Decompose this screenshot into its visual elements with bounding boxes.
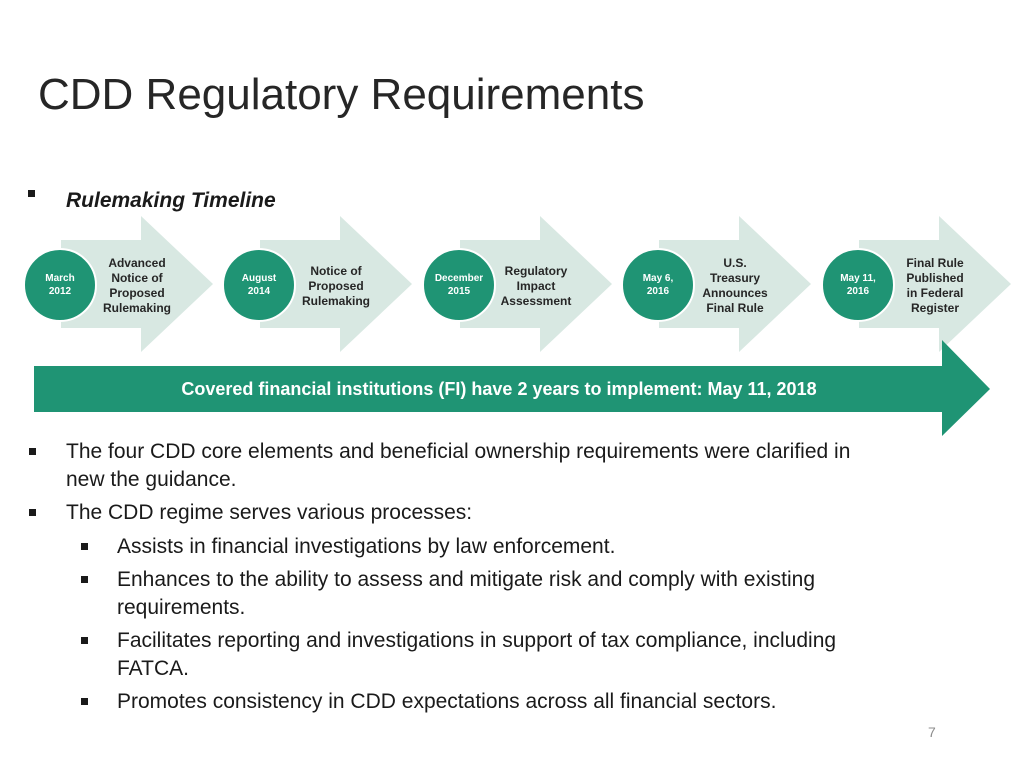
- sub-list-item: [117, 688, 907, 716]
- timeline-bullet: [28, 190, 35, 197]
- step-event: U.S. Treasury Announces Final Rule: [702, 256, 768, 315]
- list-item-text: Facilitates reporting and investigations in support of tax compliance, including FATCA.: [117, 629, 837, 680]
- step-date: August 2014: [222, 248, 296, 322]
- bullet-marker: [81, 637, 88, 644]
- implementation-banner: [34, 340, 992, 438]
- list-item-text: Enhances to the ability to assess and mitigate risk and comply with existing requirements.: [117, 568, 816, 619]
- list-item-text: Promotes consistency in CDD expectations across all financial sectors.: [117, 690, 777, 713]
- timeline-label: Rulemaking Timeline: [66, 189, 276, 212]
- sub-list-item: [117, 566, 907, 622]
- step-date: May 6, 2016: [621, 248, 695, 322]
- bullet-marker: [29, 448, 36, 455]
- step-event: Final Rule Published in Federal Register: [906, 256, 964, 315]
- bullet-marker: [28, 190, 35, 197]
- step-event: Regulatory Impact Assessment: [500, 263, 572, 308]
- list-item-text: Assists in financial investigations by law enforcement.: [117, 535, 616, 558]
- timeline-step-2: [222, 216, 418, 352]
- step-event: Notice of Proposed Rulemaking: [301, 263, 370, 308]
- step-date: March 2012: [23, 248, 97, 322]
- timeline-step-3: [422, 216, 618, 352]
- bullet-marker: [81, 698, 88, 705]
- step-date: May 11, 2016: [821, 248, 895, 322]
- list-item-text: The four CDD core elements and beneficial ownership requirements were clarified in new the guidance.: [66, 440, 851, 491]
- sub-list-item: [117, 533, 907, 561]
- list-item: [66, 438, 866, 494]
- step-event: Advanced Notice of Proposed Rulemaking: [102, 256, 171, 315]
- step-date: December 2015: [422, 248, 496, 322]
- slide-title: CDD Regulatory Requirements: [38, 70, 645, 119]
- bullet-marker: [81, 576, 88, 583]
- bullet-marker: [81, 543, 88, 550]
- sub-list-item: [117, 627, 907, 683]
- timeline-step-4: [621, 216, 817, 352]
- banner-text: Covered financial institutions (FI) have 2 years to implement: May 11, 2018: [181, 378, 817, 399]
- list-item: [66, 499, 866, 527]
- list-item-text: The CDD regime serves various processes:: [66, 501, 473, 524]
- page-number: 7: [928, 724, 936, 740]
- timeline-step-5: [821, 216, 1017, 352]
- bullet-marker: [29, 509, 36, 516]
- timeline-step-1: [23, 216, 219, 352]
